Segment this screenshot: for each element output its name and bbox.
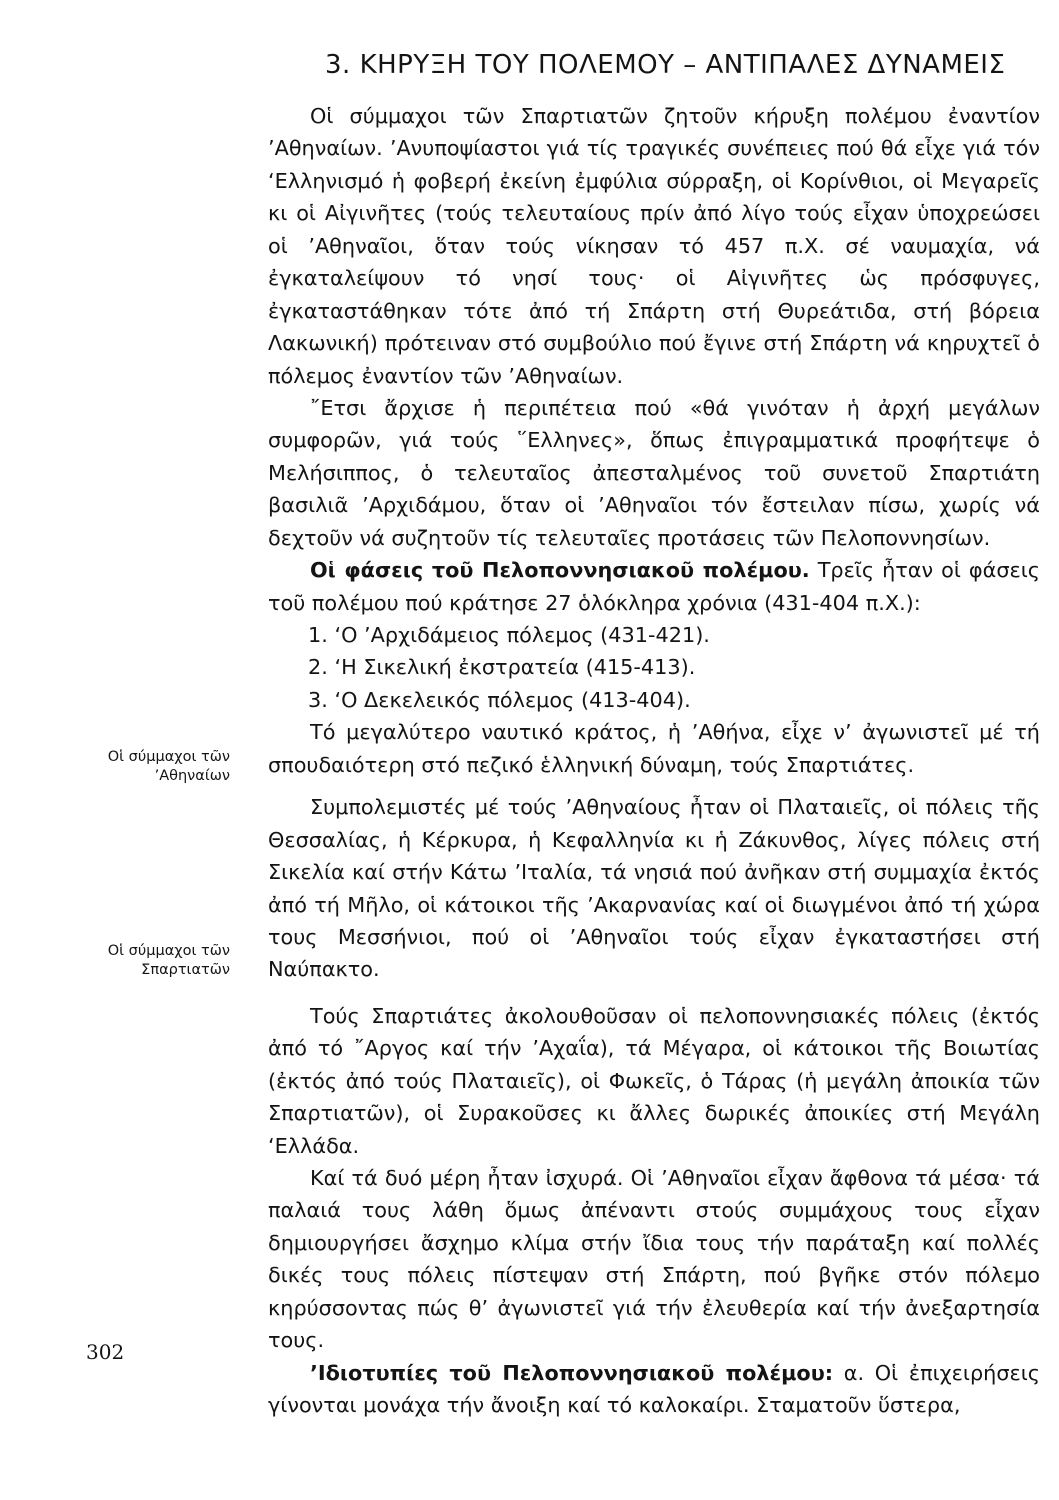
paragraph-sparta-allies: Τούς Σπαρτιάτες ἀκολουθοῦσαν οἱ πελοποννησιακές πόλεις (ἐκτός ἀπό τό ῎Αργος καί τήν ’Αχαΐα), τά Μέγαρα, οἱ κάτοικοι τῆς Βοιωτίας (ἐκτός ἀπό τούς Πλαταιεῖς), οἱ Φωκεῖς, ὁ Τάρας (ἡ μεγάλη ἀποικία τῶν Σπαρτιατῶν), οἱ Συρακοῦσες κι ἄλλες δωρικές ἀποικίες στή Μεγάλη ‘Ελλάδα. [268,1003,1040,1158]
paragraph-naval-vs-land: Τό μεγαλύτερο ναυτικό κράτος, ἡ ’Αθήνα, εἶχε ν’ ἀγωνιστεῖ μέ τή σπουδαιότερη στό πεζικό ἑλληνική δύναμη, τούς Σπαρτιάτες. [268,720,1040,777]
paragraph-allies-demand-war: Οἱ σύμμαχοι τῶν Σπαρτιατῶν ζητοῦν κήρυξη πολέμου ἐναντίον ’Αθηναίων. ’Ανυποψίαστοι γιά τίς τραγικές συνέπειες πού θά εἶχε γιά τόν ‘Ελληνισμό ἡ φοβερή ἐκείνη ἐμφύλια σύρραξη, οἱ Κορίνθιοι, οἱ Μεγαρεῖς κι οἱ Αἰγινῆτες (τούς τελευταίους πρίν ἀπό λίγο τούς εἶχαν ὑποχρεώσει οἱ ’Αθηναῖοι, ὅταν τούς νίκησαν τό 457 π.Χ. σέ ναυμαχία, νά ἐγκαταλείψουν τό νησί τους· οἱ Αἰγινῆτες ὡς πρόσφυγες, ἐγκαταστάθηκαν τότε ἀπό τή Σπάρτη στή Θυρεάτιδα, στή βόρεια Λακωνική) πρότειναν στό συμβούλιο πού ἔγινε στή Σπάρτη νά κηρυχτεῖ ὁ πόλεμος ἐναντίον τῶν ’Αθηναίων. [268,104,1040,388]
page-number: 302 [86,1340,125,1364]
main-text [268,100,1040,1422]
margin-note-allies-sparta: Οἱ σύμμαχοι τῶν Σπαρτιατῶν [107,943,230,978]
phase-item-3: 3. ‘Ο Δεκελεικός πόλεμος (413-404). [308,687,691,712]
peculiarities-text: α. Οἱ ἐπιχειρήσεις γίνονται μονάχα τήν ἄνοιξη καί τό καλοκαίρι. Σταματοῦν ὕστερα, [268,1360,1041,1418]
phases-heading: Οἱ φάσεις τοῦ Πελοποννησιακοῦ πολέμου. [310,558,810,583]
phases-intro-text: Τρεῖς ἦταν οἱ φάσεις τοῦ πολέμου πού κράτησε 27 ὁλόκληρα χρόνια (431-404 π.Χ.): [268,558,1040,615]
section-title: 3. ΚΗΡΥΞΗ ΤΟΥ ΠΟΛΕΜΟΥ – ΑΝΤΙΠΑΛΕΣ ΔΥΝΑΜΕΙΣ [325,50,1006,80]
paragraph-start-of-war: ῎Ετσι ἄρχισε ἡ περιπέτεια πού «θά γινόταν ἡ ἀρχή μεγάλων συμφορῶν, γιά τούς ῞Ελληνες», ὅπως ἐπιγραμματικά προφήτεψε ὁ Μελήσιππος, ὁ τελευταῖος ἀπεσταλμένος τοῦ συνετοῦ Σπαρτιάτη βασιλιᾶ ’Αρχιδάμου, ὅταν οἱ ’Αθηναῖοι τόν ἔστειλαν πίσω, χωρίς νά δεχτοῦν νά συζητοῦν τίς τελευταῖες προτάσεις τῶν Πελοποννησίων. [268,395,1040,550]
paragraph-phases-intro [268,554,1040,619]
peculiarities-heading: ’Ιδιοτυπίες τοῦ Πελοποννησιακοῦ πολέμου: [310,1360,834,1385]
margin-note-allies-athens: Οἱ σύμμαχοι τῶν ’Αθηναίων [107,749,230,784]
paragraph-athens-allies: Συμπολεμιστές μέ τούς ’Αθηναίους ἦταν οἱ Πλαταιεῖς, οἱ πόλεις τῆς Θεσσαλίας, ἡ Κέρκυρα, ἡ Κεφαλληνία κι ἡ Ζάκυνθος, λίγες πόλεις στή Σικελία καί στήν Κάτω ’Ιταλία, τά νησιά πού ἀνῆκαν στή συμμαχία ἐκτός ἀπό τή Μῆλο, οἱ κάτοικοι τῆς ’Ακαρνανίας καί οἱ διωγμένοι ἀπό τή χώρα τους Μεσσήνιοι, πού οἱ ’Αθηναῖοι τούς εἶχαν ἐγκαταστήσει στή Ναύπακτο. [268,795,1040,982]
phase-item-2: 2. ‘Η Σικελική ἐκστρατεία (415-413). [308,655,696,680]
paragraph-both-strong: Καί τά δυό μέρη ἦταν ἰσχυρά. Οἱ ’Αθηναῖοι εἶχαν ἄφθονα τά μέσα· τά παλαιά τους λάθη ὅμως ἀπέναντι στούς συμμάχους τους εἶχαν δημιουργήσει ἄσχημο κλίμα στήν ἴδια τους τήν παράταξη καί πολλές δικές τους πόλεις πίστεψαν στή Σπάρτη, πού βγῆκε στόν πόλεμο κηρύσσοντας πώς θ’ ἀγωνιστεῖ γιά τήν ἐλευθερία καί τήν ἀνεξαρτησία τους. [268,1166,1040,1353]
phase-item-1: 1. ‘Ο ’Αρχιδάμειος πόλεμος (431-421). [308,623,710,647]
paragraph-peculiarities [268,1357,1040,1422]
